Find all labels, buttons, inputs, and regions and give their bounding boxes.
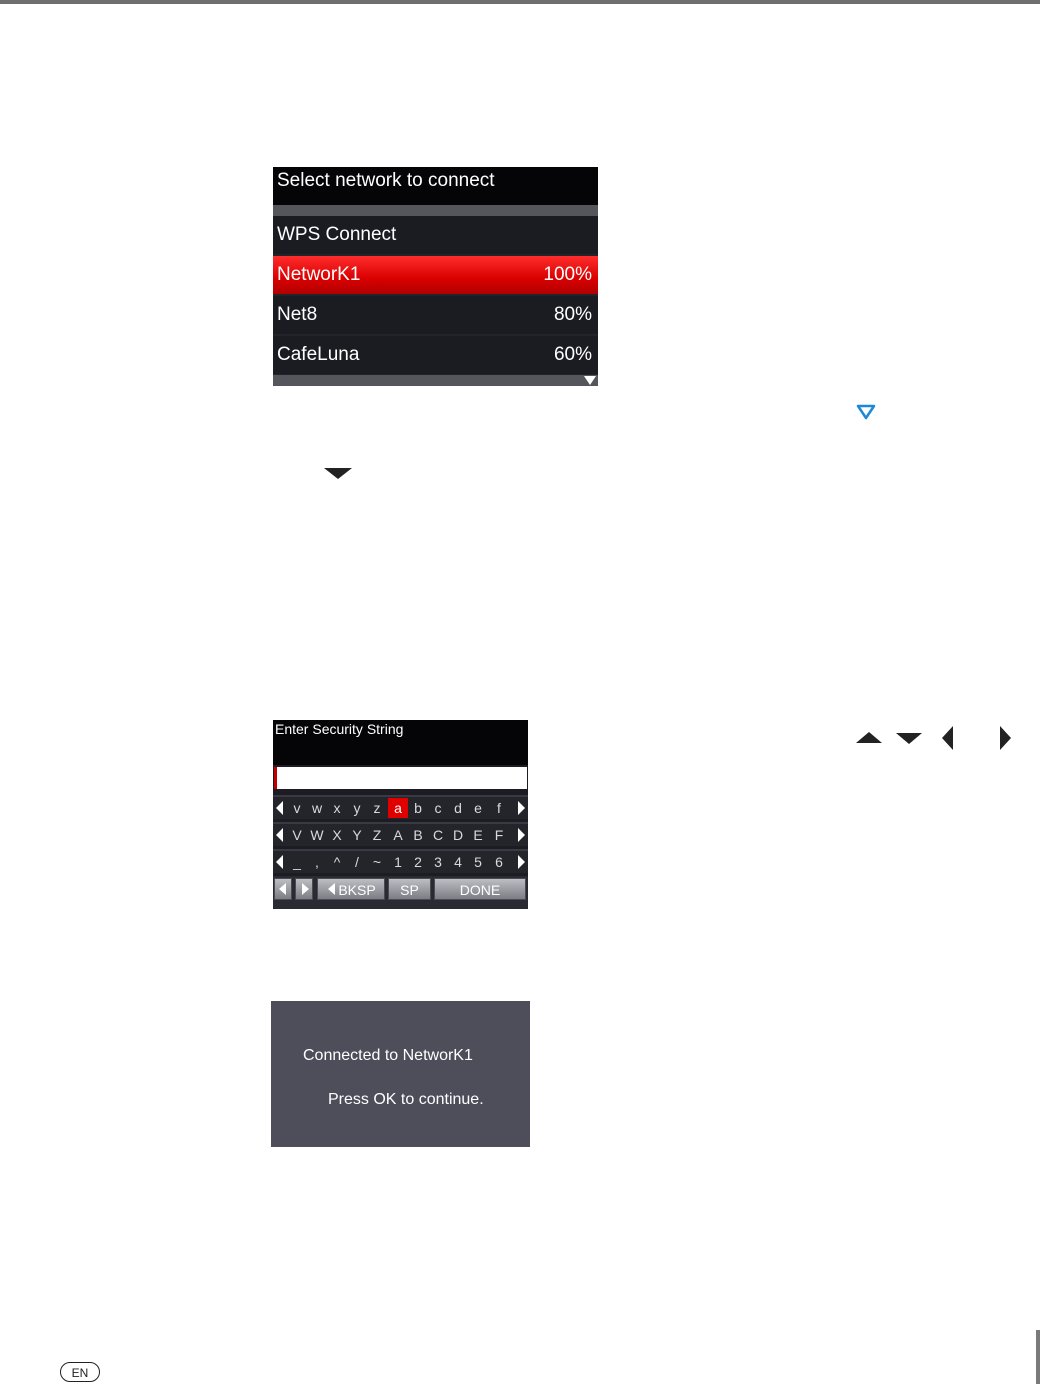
network-name: NetworK1 bbox=[277, 264, 361, 285]
key[interactable]: 6 bbox=[495, 854, 503, 870]
key[interactable]: f bbox=[497, 800, 501, 816]
done-label: DONE bbox=[459, 882, 501, 898]
security-string-input[interactable] bbox=[274, 767, 527, 789]
key[interactable]: B bbox=[413, 827, 423, 843]
key[interactable]: b bbox=[414, 800, 422, 816]
backspace-arrow-icon bbox=[328, 883, 335, 895]
key[interactable]: E bbox=[473, 827, 483, 843]
key-selected[interactable]: a bbox=[388, 798, 408, 818]
network-name: Net8 bbox=[277, 304, 318, 325]
top-rule bbox=[0, 0, 1040, 4]
network-item-net8[interactable] bbox=[273, 296, 598, 334]
key[interactable]: Z bbox=[372, 827, 382, 843]
network-name: CafeLuna bbox=[277, 344, 360, 365]
key[interactable]: y bbox=[353, 800, 361, 816]
key[interactable]: / bbox=[355, 854, 359, 870]
nav-arrow-icons bbox=[856, 726, 1016, 752]
language-badge: EN bbox=[60, 1362, 100, 1382]
key[interactable]: e bbox=[474, 800, 482, 816]
row-left-arrow-icon[interactable] bbox=[276, 855, 283, 869]
key[interactable]: A bbox=[393, 827, 403, 843]
key[interactable]: c bbox=[434, 800, 442, 816]
key[interactable]: C bbox=[432, 827, 444, 843]
connected-message: Connected to NetworK1 bbox=[303, 1047, 473, 1064]
key[interactable]: 3 bbox=[434, 854, 442, 870]
security-screen-title: Enter Security String bbox=[273, 720, 528, 765]
signal-strength: 80% bbox=[553, 304, 592, 325]
keyboard-row-lowercase bbox=[273, 795, 528, 819]
security-string-screen bbox=[273, 720, 528, 909]
key[interactable]: w bbox=[311, 800, 323, 816]
row-right-arrow-icon[interactable] bbox=[518, 828, 525, 842]
space-label: SP bbox=[400, 882, 419, 898]
left-arrow-icon bbox=[942, 726, 953, 750]
keyboard-row-symbols bbox=[273, 849, 528, 873]
down-arrow-icon bbox=[324, 468, 352, 479]
key[interactable]: 2 bbox=[414, 854, 422, 870]
row-right-arrow-icon[interactable] bbox=[518, 801, 525, 815]
backspace-label: BKSP bbox=[338, 882, 376, 898]
cursor-right-button[interactable] bbox=[295, 878, 313, 900]
signal-strength: 60% bbox=[553, 344, 592, 365]
key[interactable]: Y bbox=[352, 827, 362, 843]
key[interactable]: ~ bbox=[372, 854, 382, 870]
done-button[interactable] bbox=[434, 878, 526, 900]
up-arrow-icon bbox=[856, 732, 882, 743]
key[interactable]: V bbox=[292, 827, 302, 843]
down-arrow-icon bbox=[896, 733, 922, 744]
network-name: WPS Connect bbox=[277, 224, 397, 245]
blue-down-triangle-icon bbox=[856, 404, 876, 420]
left-arrow-icon bbox=[279, 883, 286, 895]
key[interactable]: X bbox=[332, 827, 342, 843]
keyboard-action-row bbox=[273, 876, 528, 909]
right-arrow-icon bbox=[302, 883, 309, 895]
network-screen-title: Select network to connect bbox=[273, 167, 598, 205]
network-item-networK1[interactable] bbox=[273, 256, 598, 294]
row-right-arrow-icon[interactable] bbox=[518, 855, 525, 869]
list-footer-bar bbox=[273, 375, 598, 386]
network-item-wps[interactable] bbox=[273, 216, 598, 254]
key[interactable]: D bbox=[452, 827, 464, 843]
row-left-arrow-icon[interactable] bbox=[276, 801, 283, 815]
row-left-arrow-icon[interactable] bbox=[276, 828, 283, 842]
network-item-cafeluna[interactable] bbox=[273, 336, 598, 374]
key[interactable]: 4 bbox=[454, 854, 462, 870]
key[interactable]: W bbox=[310, 827, 324, 843]
key[interactable]: z bbox=[373, 800, 381, 816]
key[interactable]: 1 bbox=[394, 854, 402, 870]
key[interactable]: F bbox=[494, 827, 504, 843]
key[interactable]: , bbox=[315, 854, 319, 870]
header-divider bbox=[273, 205, 598, 216]
key[interactable]: 5 bbox=[474, 854, 482, 870]
continue-instruction: Press OK to continue. bbox=[328, 1091, 484, 1108]
signal-strength: 100% bbox=[543, 264, 592, 285]
key[interactable]: ^ bbox=[333, 854, 341, 870]
key[interactable]: x bbox=[333, 800, 341, 816]
keyboard-row-uppercase bbox=[273, 822, 528, 846]
key[interactable]: v bbox=[293, 800, 301, 816]
network-select-screen bbox=[273, 167, 598, 386]
cursor-left-button[interactable] bbox=[274, 878, 292, 900]
connected-screen bbox=[271, 1001, 530, 1147]
key[interactable]: _ bbox=[293, 854, 301, 870]
space-button[interactable] bbox=[388, 878, 431, 900]
scroll-down-triangle-icon bbox=[584, 376, 596, 385]
key[interactable]: d bbox=[454, 800, 462, 816]
backspace-button[interactable] bbox=[317, 878, 385, 900]
right-arrow-icon bbox=[1000, 726, 1011, 750]
page-edge-tab bbox=[1036, 1330, 1040, 1384]
